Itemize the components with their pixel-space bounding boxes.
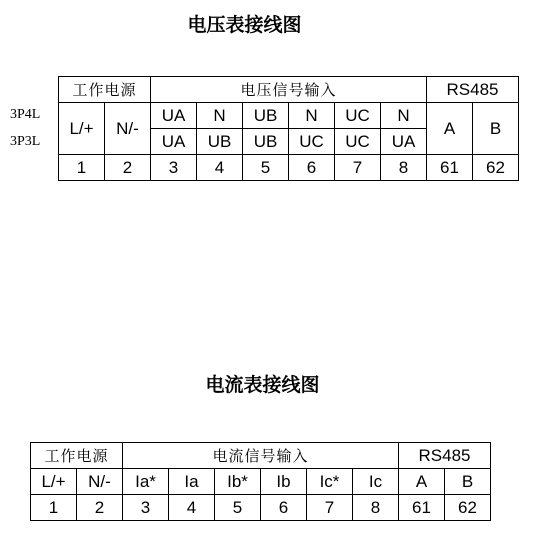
terminal-number: 6 [289,155,335,181]
terminal-label: A [399,469,445,495]
voltage-diagram-title: 电压表接线图 [187,14,302,36]
terminal-number: 4 [197,155,243,181]
terminal-number: 61 [427,155,473,181]
comm-col-a: A [427,103,473,155]
terminal-number: 5 [215,495,261,521]
terminal-label: Ib* [215,469,261,495]
terminal-number: 62 [445,495,491,521]
terminal-number: 3 [123,495,169,521]
cell-3p3l: UA [151,129,197,155]
cell-3p4l: N [197,103,243,129]
terminal-label: Ic* [307,469,353,495]
voltage-wiring-table [58,76,519,181]
terminal-label: Ic [353,469,399,495]
terminal-label: Ib [261,469,307,495]
cell-3p4l: N [381,103,427,129]
terminal-number: 2 [77,495,123,521]
cell-3p3l: UC [289,129,335,155]
cell-3p3l: UA [381,129,427,155]
current-diagram-title: 电流表接线图 [205,374,320,396]
terminal-number: 2 [105,155,151,181]
terminal-number: 6 [261,495,307,521]
cell-3p4l: UA [151,103,197,129]
terminal-number: 4 [169,495,215,521]
current-wiring-table [30,442,491,521]
terminal-label: N/- [77,469,123,495]
cell-3p4l: N [289,103,335,129]
signal-header: 电压信号输入 [151,77,427,103]
terminal-number: 8 [353,495,399,521]
signal-header: 电流信号输入 [123,443,399,469]
terminal-number: 7 [307,495,353,521]
terminal-number: 62 [473,155,519,181]
comm-col-b: B [473,103,519,155]
power-col-n: N/- [105,103,151,155]
power-col-l: L/+ [59,103,105,155]
terminal-label: Ia* [123,469,169,495]
terminal-label: Ia [169,469,215,495]
side-label-3p4l: 3P4L [10,107,41,122]
cell-3p4l: UB [243,103,289,129]
cell-3p3l: UB [243,129,289,155]
terminal-number: 5 [243,155,289,181]
terminal-number: 7 [335,155,381,181]
rs485-header: RS485 [399,443,491,469]
power-header: 工作电源 [31,443,123,469]
terminal-number: 1 [59,155,105,181]
terminal-number: 1 [31,495,77,521]
terminal-number: 61 [399,495,445,521]
side-label-3p3l: 3P3L [10,134,41,149]
terminal-number: 8 [381,155,427,181]
terminal-number: 3 [151,155,197,181]
cell-3p3l: UB [197,129,243,155]
rs485-header: RS485 [427,77,519,103]
terminal-label: B [445,469,491,495]
cell-3p4l: UC [335,103,381,129]
terminal-label: L/+ [31,469,77,495]
cell-3p3l: UC [335,129,381,155]
power-header: 工作电源 [59,77,151,103]
